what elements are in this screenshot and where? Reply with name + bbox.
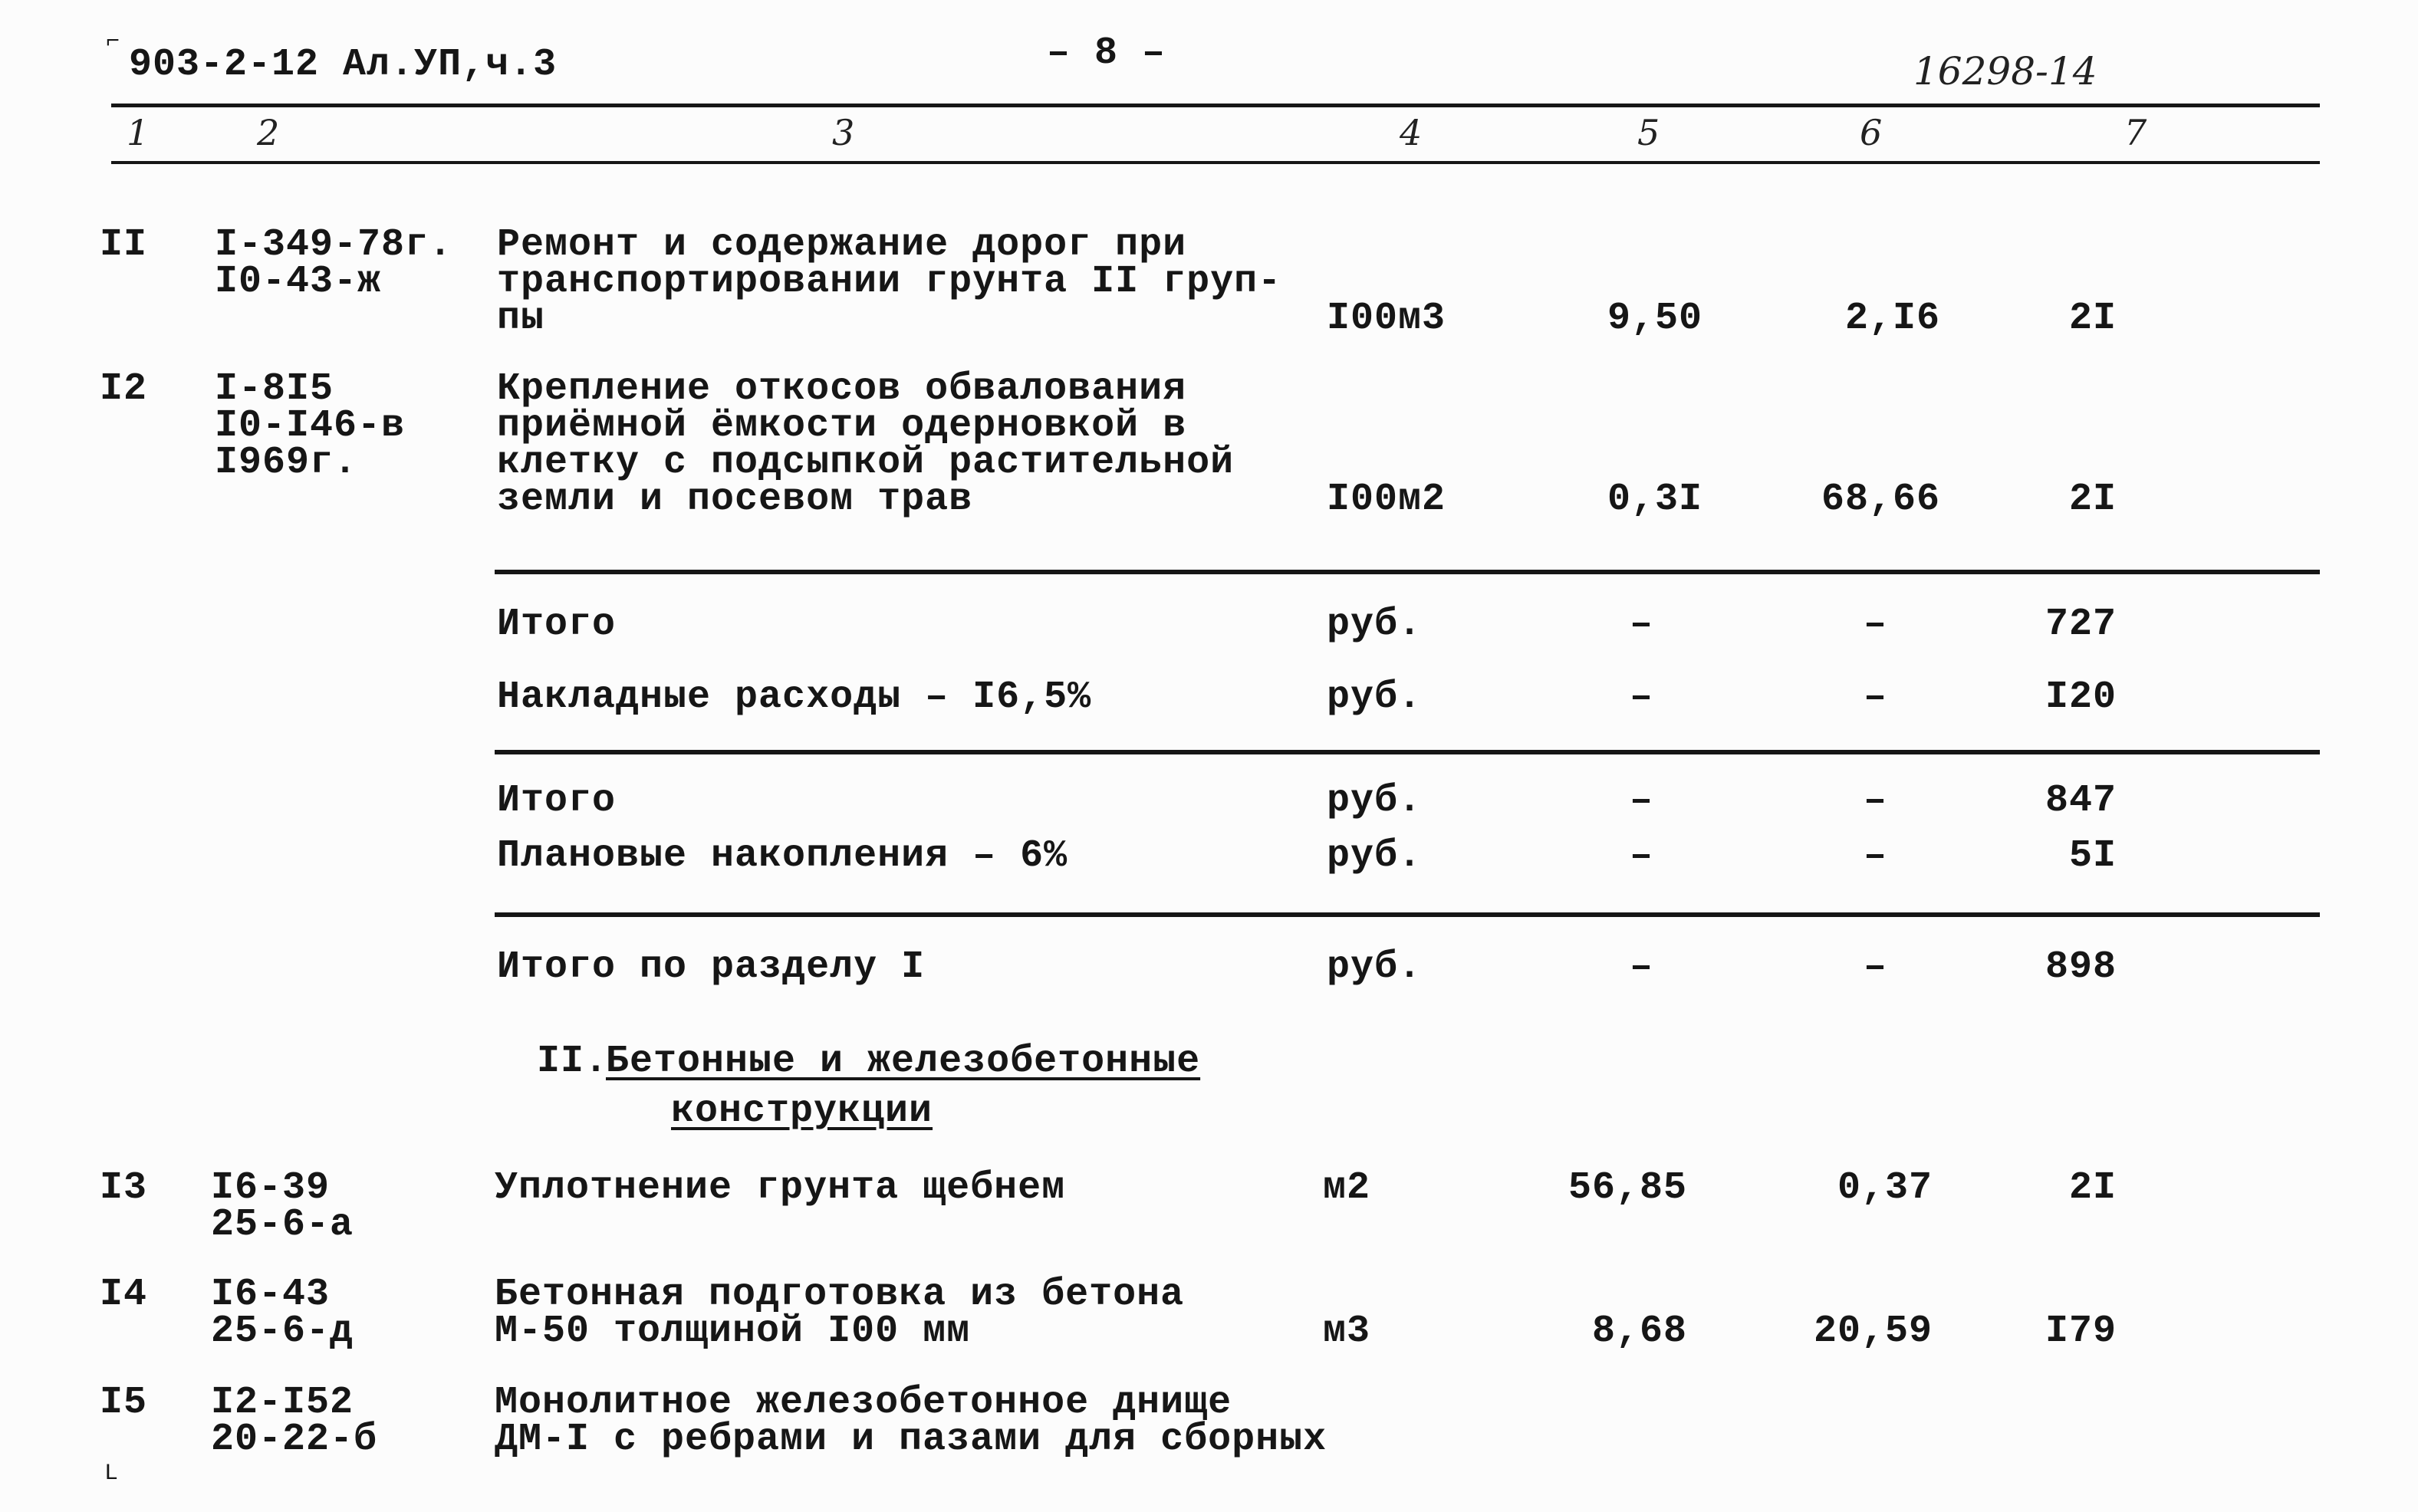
row-quantity: 9,50 xyxy=(1607,297,1702,340)
header-rule-top xyxy=(111,104,2320,107)
column-number: 1 xyxy=(127,112,150,153)
row-reference: I-8I5 xyxy=(215,367,334,411)
column-number: 4 xyxy=(1400,112,1423,153)
row-total: I79 xyxy=(2045,1310,2117,1353)
row-reference: I0-I46-в xyxy=(215,404,406,448)
row-description: земли и посевом трав xyxy=(497,478,973,521)
row-description: ДМ-I с ребрами и пазами для сборных xyxy=(495,1418,1327,1461)
row-description: Крепление откосов обвалования xyxy=(497,367,1187,411)
summary-label: Итого по разделу I xyxy=(497,945,926,989)
row-unit: м2 xyxy=(1323,1166,1371,1210)
column-number: 6 xyxy=(1860,112,1883,153)
summary-dash: – xyxy=(1864,834,1888,878)
summary-dash: – xyxy=(1630,603,1654,646)
summary-unit: руб. xyxy=(1327,779,1423,823)
summary-dash: – xyxy=(1630,675,1654,719)
row-reference: 25-6-а xyxy=(211,1203,354,1247)
row-reference: I2-I52 xyxy=(211,1381,354,1425)
summary-dash: – xyxy=(1864,675,1888,719)
section-title: конструкции xyxy=(671,1090,933,1133)
corner-mark: L xyxy=(104,1461,119,1487)
row-description: транспортировании грунта II груп- xyxy=(497,260,1282,304)
column-number: 2 xyxy=(257,112,280,153)
summary-unit: руб. xyxy=(1327,603,1423,646)
summary-total: 727 xyxy=(2045,603,2117,646)
summary-label: Итого xyxy=(497,603,617,646)
row-total: 2I xyxy=(2068,478,2117,521)
summary-dash: – xyxy=(1630,779,1654,823)
summary-label: Накладные расходы – I6,5% xyxy=(497,675,1092,719)
summary-dash: – xyxy=(1630,945,1654,989)
row-unit: I00м2 xyxy=(1327,478,1446,521)
column-number: 3 xyxy=(832,112,855,153)
summary-rule xyxy=(495,570,2320,574)
summary-dash: – xyxy=(1864,779,1888,823)
summary-rule xyxy=(495,912,2320,917)
section-prefix: II. xyxy=(537,1040,609,1083)
row-quantity: 0,3I xyxy=(1607,478,1702,521)
row-unit: I00м3 xyxy=(1327,297,1446,340)
row-number: I5 xyxy=(100,1381,148,1425)
row-description: М-50 толщиной I00 мм xyxy=(495,1310,971,1353)
page-number: – 8 – xyxy=(1047,31,1166,75)
document-code: 903-2-12 Ал.УП,ч.3 xyxy=(129,43,558,87)
section-title: Бетонные и железобетонные xyxy=(606,1040,1201,1083)
summary-label: Итого xyxy=(497,779,617,823)
row-number: II xyxy=(100,223,148,267)
summary-dash: – xyxy=(1630,834,1654,878)
summary-total: 5I xyxy=(2068,834,2117,878)
row-price: 2,I6 xyxy=(1844,297,1940,340)
row-price: 68,66 xyxy=(1821,478,1940,521)
row-price: 20,59 xyxy=(1813,1310,1933,1353)
row-total: 2I xyxy=(2068,1166,2117,1210)
row-reference: I-349-78г. xyxy=(215,223,453,267)
row-reference: I0-43-ж xyxy=(215,260,382,304)
row-reference: 25-6-д xyxy=(211,1310,354,1353)
corner-mark: ⌐ xyxy=(106,29,120,55)
row-quantity: 56,85 xyxy=(1568,1166,1687,1210)
row-number: I2 xyxy=(100,367,148,411)
summary-dash: – xyxy=(1864,603,1888,646)
column-number: 5 xyxy=(1637,112,1660,153)
row-reference: 20-22-б xyxy=(211,1418,378,1461)
row-reference: I6-39 xyxy=(211,1166,331,1210)
row-description: клетку с подсыпкой растительной xyxy=(497,441,1235,485)
row-reference: I6-43 xyxy=(211,1273,331,1316)
row-price: 0,37 xyxy=(1837,1166,1933,1210)
row-description: Монолитное железобетонное днище xyxy=(495,1381,1232,1425)
column-number: 7 xyxy=(2124,112,2147,153)
summary-unit: руб. xyxy=(1327,945,1423,989)
summary-total: 847 xyxy=(2045,779,2117,823)
summary-unit: руб. xyxy=(1327,834,1423,878)
row-description: приёмной ёмкости одерновкой в xyxy=(497,404,1187,448)
summary-dash: – xyxy=(1864,945,1888,989)
row-unit: м3 xyxy=(1323,1310,1371,1353)
row-description: Бетонная подготовка из бетона xyxy=(495,1273,1185,1316)
sheet-code: 16298-14 xyxy=(1913,49,2097,94)
row-description: Уплотнение грунта щебнем xyxy=(495,1166,1066,1210)
header-rule-bottom xyxy=(111,161,2320,164)
row-description: пы xyxy=(497,297,545,340)
summary-total: 898 xyxy=(2045,945,2117,989)
summary-rule xyxy=(495,750,2320,754)
row-quantity: 8,68 xyxy=(1591,1310,1687,1353)
row-description: Ремонт и содержание дорог при xyxy=(497,223,1187,267)
row-reference: I969г. xyxy=(215,441,358,485)
summary-total: I20 xyxy=(2045,675,2117,719)
summary-label: Плановые накопления – 6% xyxy=(497,834,1068,878)
row-number: I4 xyxy=(100,1273,148,1316)
summary-unit: руб. xyxy=(1327,675,1423,719)
row-total: 2I xyxy=(2068,297,2117,340)
row-number: I3 xyxy=(100,1166,148,1210)
